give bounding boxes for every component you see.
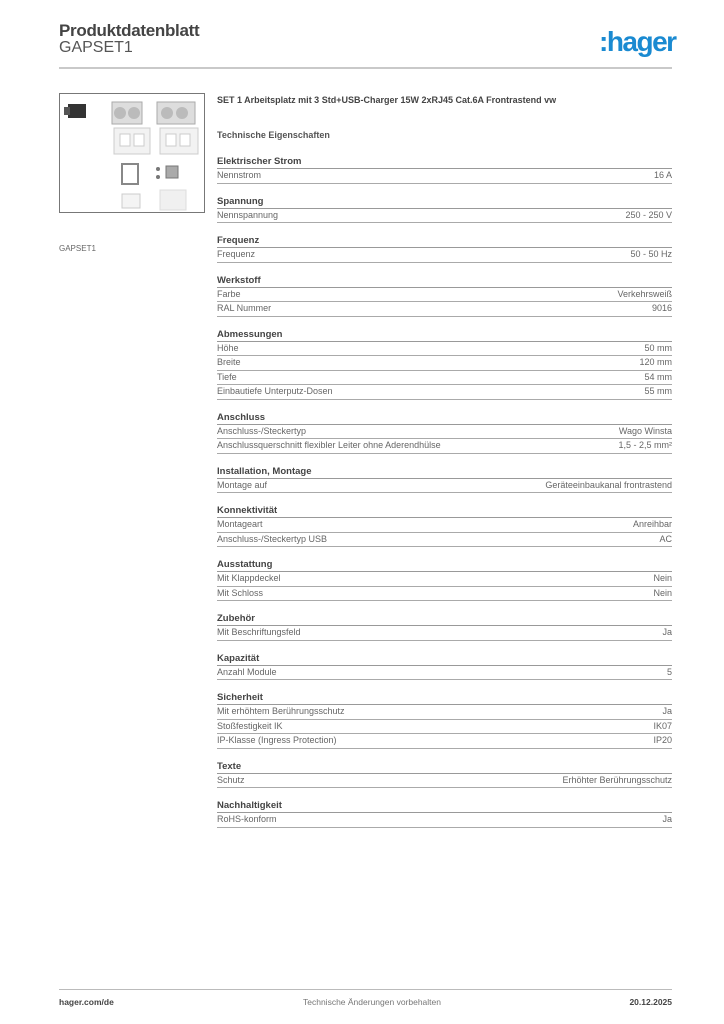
footer-date: 20.12.2025 (629, 997, 672, 1007)
property-section (217, 652, 672, 681)
section-heading: Frequenz (217, 234, 672, 248)
property-value: 50 - 50 Hz (630, 249, 672, 259)
property-row (217, 342, 672, 357)
property-row (217, 302, 672, 317)
property-row (217, 572, 672, 587)
property-label: Anschlussquerschnitt flexibler Leiter ohne Aderendhülse (217, 440, 441, 450)
property-value: 5 (666, 666, 672, 677)
property-sections (217, 155, 672, 828)
property-row (217, 356, 672, 371)
property-label: Schutz (217, 774, 245, 785)
property-row (217, 385, 672, 400)
property-value: AC (659, 533, 672, 544)
product-image (59, 93, 205, 213)
property-label: Farbe (217, 288, 241, 299)
hager-logo: :hager (599, 26, 676, 57)
section-heading: Installation, Montage (217, 465, 672, 479)
property-label: IP-Klasse (Ingress Protection) (217, 735, 337, 745)
property-label: RoHS-konform (217, 814, 277, 824)
property-value: Geräteeinbaukanal frontrastend (545, 479, 672, 490)
property-value: Ja (662, 814, 672, 824)
property-label: Frequenz (217, 249, 256, 259)
property-section (217, 760, 672, 789)
property-value: 1,5 - 2,5 mm² (618, 440, 672, 450)
property-section (217, 234, 672, 263)
property-row (217, 439, 672, 454)
property-section (217, 799, 672, 828)
section-heading: Werkstoff (217, 274, 672, 288)
section-heading: Texte (217, 760, 672, 774)
property-row (217, 209, 672, 224)
property-row (217, 666, 672, 681)
property-row (217, 813, 672, 828)
property-value: Ja (662, 627, 672, 637)
property-value: Anreihbar (632, 519, 672, 529)
property-value: 50 mm (644, 342, 672, 353)
property-label: Mit erhöhtem Berührungsschutz (217, 706, 345, 716)
section-heading: Ausstattung (217, 558, 672, 572)
property-value: IK07 (653, 720, 672, 731)
property-label: Montage auf (217, 479, 268, 490)
property-value: 120 mm (639, 357, 672, 367)
property-value: Wago Winsta (618, 425, 672, 436)
property-section (217, 195, 672, 224)
property-label: Montageart (217, 519, 263, 529)
product-name: SET 1 Arbeitsplatz mit 3 Std+USB-Charger 15W 2xRJ45 Cat.6A Frontrastend vw (217, 95, 557, 105)
property-section (217, 691, 672, 749)
section-heading: Zubehör (217, 612, 672, 626)
property-value: Nein (653, 573, 672, 583)
property-label: Anschluss-/Steckertyp (217, 425, 307, 436)
property-label: Anzahl Module (217, 666, 277, 677)
section-heading: Nachhaltigkeit (217, 799, 672, 813)
property-value: Erhöhter Berührungsschutz (562, 774, 672, 785)
property-value: 55 mm (644, 386, 672, 396)
property-row (217, 587, 672, 602)
property-section (217, 465, 672, 494)
property-label: Nennstrom (217, 170, 262, 180)
section-heading: Spannung (217, 195, 672, 209)
property-label: Tiefe (217, 371, 237, 382)
section-heading: Konnektivität (217, 504, 672, 518)
property-row (217, 371, 672, 386)
property-label: Nennspannung (217, 209, 279, 220)
property-row (217, 518, 672, 533)
property-row (217, 479, 672, 494)
header-divider (59, 67, 672, 69)
section-heading: Abmessungen (217, 328, 672, 342)
property-value: IP20 (653, 735, 672, 745)
section-heading: Kapazität (217, 652, 672, 666)
property-row (217, 248, 672, 263)
property-section (217, 612, 672, 641)
property-label: Mit Klappdeckel (217, 573, 281, 583)
property-section (217, 328, 672, 400)
property-row (217, 533, 672, 548)
footer-website-link[interactable]: hager.com/de (59, 997, 114, 1007)
section-heading: Sicherheit (217, 691, 672, 705)
property-label: Anschluss-/Steckertyp USB (217, 533, 328, 544)
property-label: Mit Beschriftungsfeld (217, 627, 301, 637)
property-section (217, 274, 672, 317)
property-label: Einbautiefe Unterputz-Dosen (217, 386, 333, 396)
property-row (217, 425, 672, 440)
property-row (217, 774, 672, 789)
property-row (217, 720, 672, 735)
article-number: GAPSET1 (59, 39, 133, 56)
product-details (217, 95, 672, 828)
footer-divider (59, 989, 672, 990)
property-value: 16 A (653, 170, 672, 180)
property-row (217, 169, 672, 184)
property-value: Nein (653, 587, 672, 598)
section-heading: Elektrischer Strom (217, 155, 672, 169)
section-heading: Anschluss (217, 411, 672, 425)
property-section (217, 558, 672, 601)
property-label: Stoßfestigkeit IK (217, 720, 283, 731)
property-section (217, 155, 672, 184)
property-section (217, 411, 672, 454)
property-row (217, 288, 672, 303)
property-label: RAL Nummer (217, 303, 272, 313)
property-row (217, 626, 672, 641)
image-caption: GAPSET1 (59, 244, 96, 253)
property-value: Verkehrsweiß (617, 288, 672, 299)
technical-properties-heading: Technische Eigenschaften (217, 130, 330, 140)
property-label: Breite (217, 357, 241, 367)
property-value: 54 mm (644, 371, 672, 382)
property-value: Ja (662, 706, 672, 716)
property-value: 9016 (651, 303, 672, 313)
property-row (217, 734, 672, 749)
property-label: Mit Schloss (217, 587, 264, 598)
property-value: 250 - 250 V (625, 209, 672, 220)
property-label: Höhe (217, 342, 239, 353)
document-title: Produktdatenblatt (59, 21, 200, 40)
property-row (217, 705, 672, 720)
property-section (217, 504, 672, 547)
footer-disclaimer: Technische Änderungen vorbehalten (303, 997, 441, 1007)
